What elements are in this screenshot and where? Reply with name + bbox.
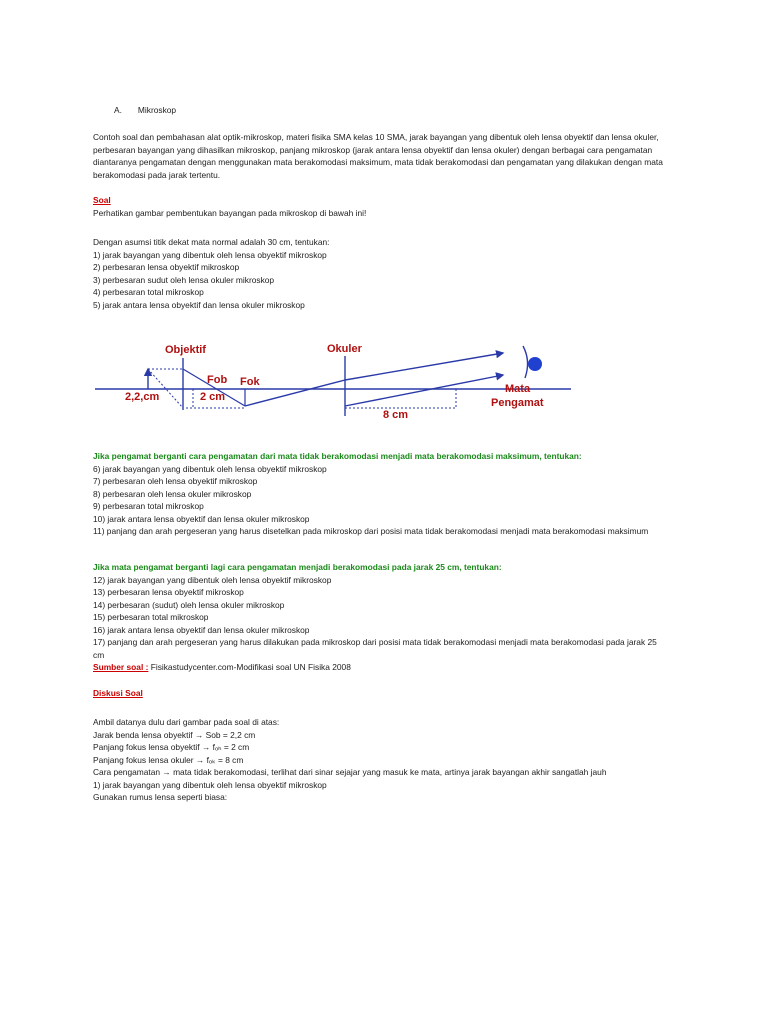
source-text: Fisikastudycenter.com-Modifikasi soal UN Fisika 2008 bbox=[148, 662, 351, 672]
label-objektif: Objektif bbox=[165, 344, 206, 356]
ray-line bbox=[245, 380, 345, 406]
label-8cm: 8 cm bbox=[383, 409, 409, 421]
soal-instruction: Perhatikan gambar pembentukan bayangan pada mikroskop di bawah ini! bbox=[93, 207, 367, 218]
label-pengamat: Pengamat bbox=[491, 397, 544, 409]
soal-questions bbox=[93, 236, 663, 311]
section-letter: A. bbox=[114, 105, 122, 115]
list-item: 4) perbesaran total mikroskop bbox=[93, 287, 204, 297]
diskusi-line: Gunakan rumus lensa seperti biasa: bbox=[93, 792, 228, 802]
list-item: 16) jarak antara lensa obyektif dan lensa okuler mikroskop bbox=[93, 624, 310, 635]
eye-icon bbox=[528, 357, 542, 371]
part3-block bbox=[93, 561, 663, 674]
diskusi-label: Diskusi Soal bbox=[93, 688, 143, 698]
list-item: 9) perbesaran total mikroskop bbox=[93, 501, 204, 511]
part3-heading: Jika mata pengamat berganti lagi cara pengamatan menjadi berakomodasi pada jarak 25 cm, tentukan: bbox=[93, 562, 502, 572]
ray-line bbox=[345, 353, 503, 380]
list-item: 13) perbesaran lensa obyektif mikroskop bbox=[93, 587, 244, 597]
list-item: 2) perbesaran lensa obyektif mikroskop bbox=[93, 262, 240, 272]
eye-outline bbox=[523, 346, 528, 378]
label-2cm: 2 cm bbox=[200, 391, 226, 403]
label-22cm: 2,2,cm bbox=[125, 391, 160, 403]
section-title: Mikroskop bbox=[137, 105, 177, 115]
list-item: 5) jarak antara lensa obyektif dan lensa okuler mikroskop bbox=[93, 299, 305, 310]
soal-assumption: Dengan asumsi titik dekat mata normal adalah 30 cm, tentukan: bbox=[93, 237, 330, 247]
section-heading bbox=[114, 104, 176, 117]
part2-heading: Jika pengamat berganti cara pengamatan dari mata tidak berakomodasi menjadi mata berakomodasi maksimum, tentukan: bbox=[93, 451, 582, 461]
list-item: 1) jarak bayangan yang dibentuk oleh lensa obyektif mikroskop bbox=[93, 249, 327, 260]
diskusi-line: Panjang fokus lensa obyektif → fₒₕ = 2 cm bbox=[93, 742, 250, 752]
ray-line bbox=[345, 375, 503, 406]
list-item: 3) perbesaran sudut oleh lensa okuler mikroskop bbox=[93, 274, 275, 285]
source-line bbox=[93, 661, 663, 674]
list-item: 7) perbesaran oleh lensa obyektif mikroskop bbox=[93, 476, 258, 486]
diskusi-line: Cara pengamatan → mata tidak berakomodasi, terlihat dari sinar sejajar yang masuk ke mata, artinya jarak bayangan akhir sangatlah jauh bbox=[93, 767, 607, 777]
list-item: 11) panjang dan arah pergeseran yang harus disetelkan pada mikroskop dari posisi mata tidak berakomodasi menjadi mata berakomodasi maksimum bbox=[93, 526, 649, 536]
label-fok: Fok bbox=[240, 376, 260, 388]
microscope-diagram bbox=[93, 336, 573, 424]
soal-label: Soal bbox=[93, 195, 111, 205]
part2-block bbox=[93, 450, 663, 538]
list-item: 6) jarak bayangan yang dibentuk oleh lensa obyektif mikroskop bbox=[93, 463, 327, 474]
diskusi-line: Panjang fokus lensa okuler → fₒₖ = 8 cm bbox=[93, 754, 244, 765]
list-item: 15) perbesaran total mikroskop bbox=[93, 612, 209, 622]
diskusi-block bbox=[93, 687, 663, 700]
label-okuler: Okuler bbox=[327, 343, 362, 355]
list-item: 14) perbesaran (sudut) oleh lensa okuler mikroskop bbox=[93, 599, 285, 610]
diskusi-line: Jarak benda lensa obyektif → Sob = 2,2 cm bbox=[93, 729, 256, 740]
label-mata: Mata bbox=[505, 383, 531, 395]
label-fob: Fob bbox=[207, 374, 228, 386]
list-item: 12) jarak bayangan yang dibentuk oleh lensa obyektif mikroskop bbox=[93, 574, 332, 585]
diskusi-content bbox=[93, 716, 663, 804]
source-label: Sumber soal : bbox=[93, 662, 149, 672]
list-item: 8) perbesaran oleh lensa okuler mikroskop bbox=[93, 488, 252, 499]
list-item: 17) panjang dan arah pergeseran yang harus dilakukan pada mikroskop dari posisi mata tidak berakomodasi menjadi mata berakomodasi pada jarak 25 cm bbox=[93, 637, 657, 660]
list-item: 10) jarak antara lensa obyektif dan lensa okuler mikroskop bbox=[93, 513, 310, 524]
diskusi-line: Ambil datanya dulu dari gambar pada soal di atas: bbox=[93, 717, 280, 727]
diskusi-line: 1) jarak bayangan yang dibentuk oleh lensa obyektif mikroskop bbox=[93, 779, 327, 790]
soal-block bbox=[93, 194, 663, 219]
intro-paragraph: Contoh soal dan pembahasan alat optik-mikroskop, materi fisika SMA kelas 10 SMA, jarak bayangan yang dibentuk oleh lensa obyektif dan lensa okuler, perbesaran bayangan yang dihasilkan mikroskop, panjang mikroskop (jarak antara lensa obyektif dan lensa okuler) dengan berbagai cara pengamatan diantaranya pengamatan dengan menggunakan mata berakomodasi maksimum, mata tidak berakomodasi dan pengamatan yang dilakukan dengan mata berakomodasi pada jarak tertentu. bbox=[93, 132, 663, 180]
